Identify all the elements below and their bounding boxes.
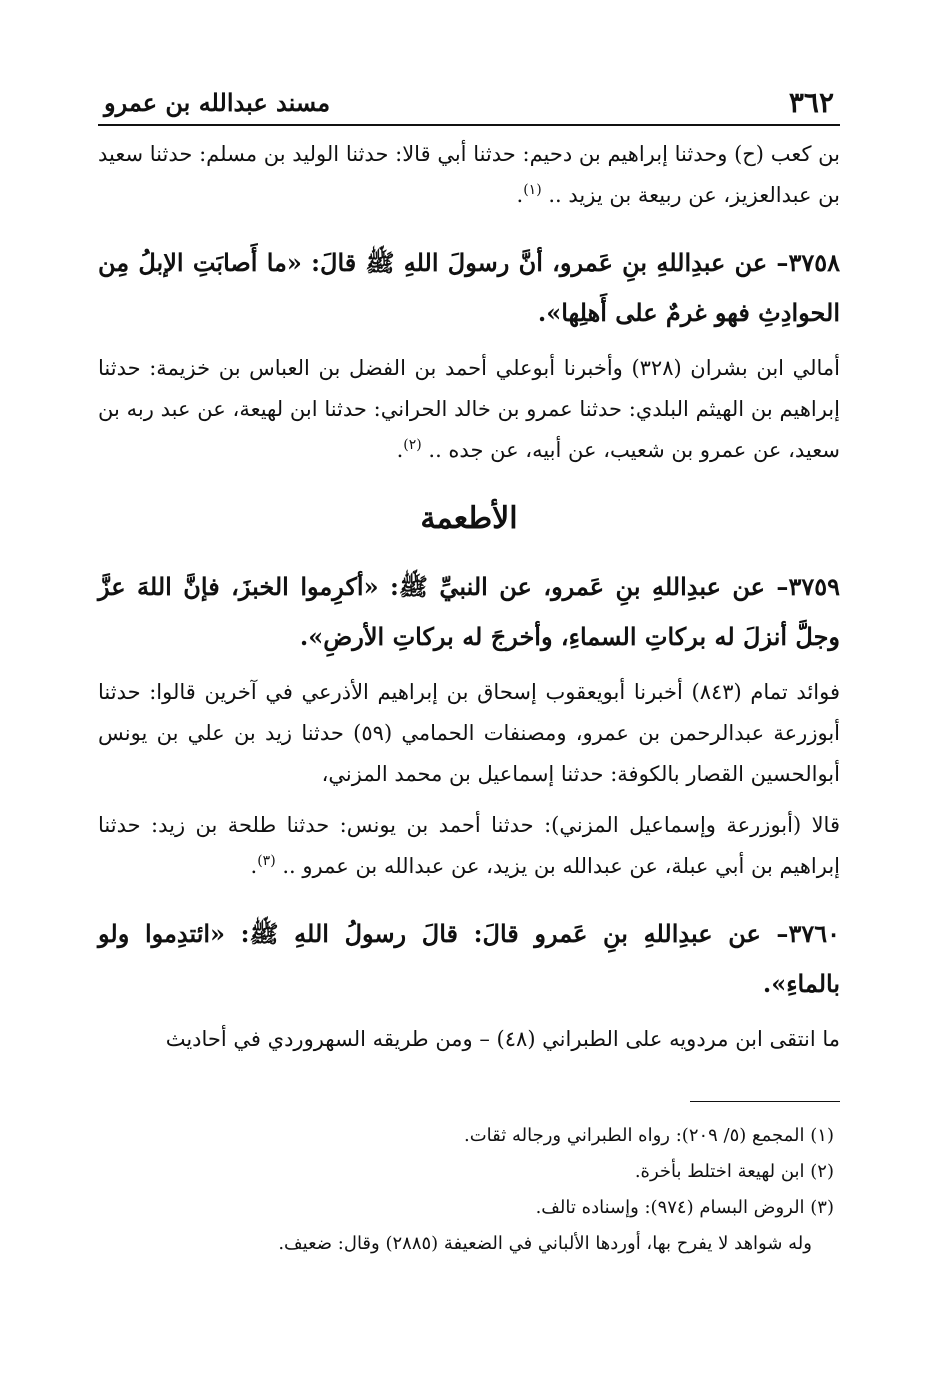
source-3759-a: فوائد تمام (٨٤٣) أخبرنا أبويعقوب إسحاق بن إبراهيم الأذرعي في آخرين قالوا: حدثنا أبوزرعة عبدالرحمن بن عمرو، ومصنفات الحمامي (٥٩) حدثنا زيد بن علي بن يونس أبوالحسين القصار بالكوفة: حدثنا إسماعيل بن محمد المزني،	[98, 680, 840, 786]
book-page	[98, 82, 840, 1362]
source-3760: ما انتقى ابن مردويه على الطبراني (٤٨) – ومن طريقه السهروردي في أحاديث	[165, 1027, 840, 1051]
footnote-1: (١) المجمع (٥/ ٢٠٩): رواه الطبراني ورجاله ثقات.	[463, 1125, 834, 1146]
source-3759-b: قالا (أبوزرعة وإسماعيل المزني): حدثنا أحمد بن يونس: حدثنا طلحة بن زيد: حدثنا إبراهيم بن أبي عبلة، عن عبدالله بن يزيد، عن عبدالله بن عمرو .. $^{(٣)}$.	[98, 813, 840, 878]
footnotes	[98, 1118, 834, 1262]
hadith-3760: ٣٧٦٠– عن عبدِاللهِ بنِ عَمرو قالَ: قالَ رسولُ اللهِ ﷺ: «ائتدِموا ولو بالماءِ».	[98, 919, 840, 998]
hadith-3759: ٣٧٥٩– عن عبدِاللهِ بنِ عَمرو، عن النبيِّ ﷺ: «أكرِموا الخبزَ، فإنَّ اللهَ عزَّ وجلَّ أنزلَ له بركاتِ السماءِ، وأخرجَ له بركاتِ الأرضِ».	[98, 572, 840, 651]
running-title: مسند عبدالله بن عمرو	[104, 88, 331, 117]
running-header	[98, 82, 840, 126]
hadith-3758: ٣٧٥٨– عن عبدِاللهِ بنِ عَمرو، أنَّ رسولَ اللهِ ﷺ قالَ: «ما أَصابَتِ الإبلُ مِن الحوادِثِ فهو غرمٌ على أَهلِها».	[98, 248, 840, 327]
footnote-marker: (٣)	[257, 853, 276, 869]
page-number: ٣٦٢	[788, 86, 834, 119]
source-paragraph-continued: بن كعب (ح) وحدثنا إبراهيم بن دحيم: حدثنا أبي قالا: حدثنا الوليد بن مسلم: حدثنا سعيد بن عبدالعزيز، عن ربيعة بن يزيد .. $^{(١)}$.	[98, 142, 840, 207]
section-heading: الأطعمة	[420, 501, 518, 536]
main-text	[98, 134, 840, 1060]
footnote-separator	[690, 1101, 840, 1102]
footnote-2: (٢) ابن لهيعة اختلط بأخرة.	[634, 1161, 834, 1182]
footnote-marker: (١)	[523, 182, 542, 198]
footnote-marker: (٢)	[403, 437, 422, 453]
footnote-3: (٣) الروض البسام (٩٧٤): وإسناده تالف.	[535, 1197, 834, 1218]
footnote-3-continued: وله شواهد لا يفرح بها، أوردها الألباني في الضعيفة (٢٨٨٥) وقال: ضعيف.	[278, 1233, 812, 1254]
source-3758: أمالي ابن بشران (٣٢٨) وأخبرنا أبوعلي أحمد بن الفضل بن العباس بن خزيمة: حدثنا إبراهيم بن الهيثم البلدي: حدثنا عمرو بن خالد الحراني: حدثنا ابن لهيعة، عن عبد ربه بن سعيد، عن عمرو بن شعيب، عن أبيه، عن جده .. $^{(٢)}$.	[98, 356, 840, 462]
